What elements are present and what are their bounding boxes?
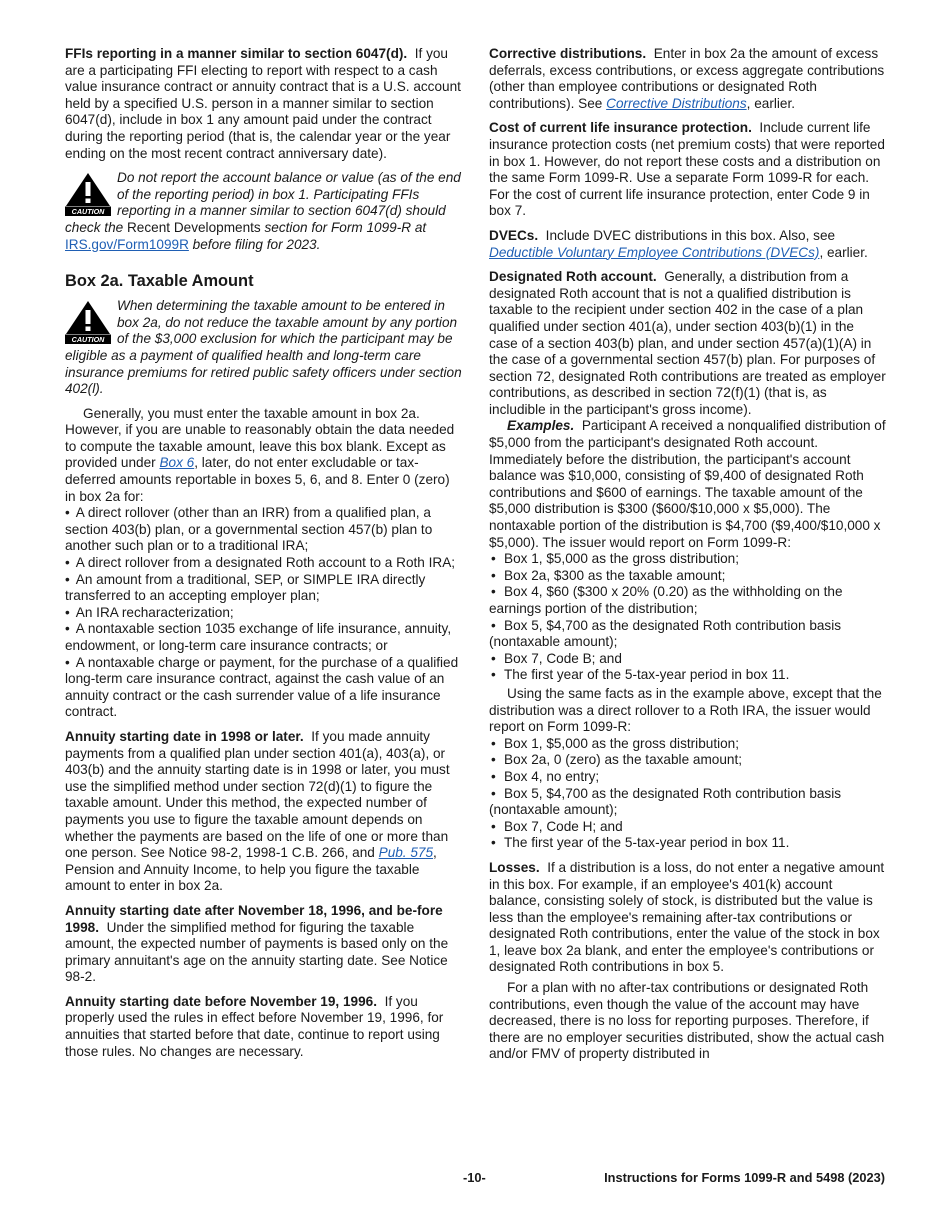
examples-paragraph — [489, 418, 886, 551]
general-text-a: Generally, you must enter the taxable amount in box 2a. However, if you are unable to reasonably obtain the data needed to compute the taxable amount, leave this box blank. Except as provided under — [65, 405, 455, 471]
caution-note-ffi — [65, 170, 462, 253]
dvec-text-b: , earlier. — [819, 244, 868, 260]
dvec-paragraph — [489, 228, 886, 261]
left-column — [65, 46, 462, 1068]
list-item: • A nontaxable charge or payment, for the purchase of a qualified long-term care insurance contract, against the cash value of an annuity contract or the cash surrender value of a life insurance contract. — [65, 655, 462, 721]
irs-form1099r-link[interactable]: IRS.gov/Form1099R — [65, 236, 189, 252]
asd-before-text: If you properly used the rules in effect before November 19, 1996, for annuities that started before that date, continue to report using those rules. No changes are necessary. — [65, 993, 444, 1059]
list-item: • A direct rollover (other than an IRR) from a qualified plan, a section 403(b) plan, or a governmental section 457(b) plan to another such plan or to a traditional IRA; — [65, 505, 462, 555]
cost-text: Include current life insurance protection costs (net premium costs) that were reported in box 1. However, do not report these costs and a distribution on the same Form 1099-R. Use a separate Form 1099-R for each. For the cost of current life insurance protection, enter Code 9 in box 7. — [489, 120, 885, 219]
corrective-text-b: , earlier. — [746, 95, 795, 111]
caution1-text-d: before filing for 2023. — [188, 236, 321, 252]
losses-text: If a distribution is a loss, do not enter a negative amount in this box. For example, if an employee's 401(k) account balance, consisting solely of stock, is distributed but the value is less than the employee's remaining after-tax contributions or designated Roth contributions, enter the value of the stock in box 1, leave box 2a blank, and enter the employee's contributions or designated Roth contributions in box 5. — [489, 859, 885, 975]
ffi-text: If you are a participating FFI electing to report with respect to a cash value insurance contract or annuity contract that is a U.S. account held by a specified U.S. person in a manner similar to section 6047(d), include in box 1 any amount paid under the contract during the reporting period (that is, the calendar year or the year ending on the most recent contract anniversary date). — [65, 46, 461, 161]
caution1-text-a: Do not report the account balance or value (as of the end of the reporting period) in box 1. Participating FFIs reporting in a manner similar to section 6047(d) should check the — [65, 170, 461, 235]
example1-list — [489, 551, 886, 684]
footer-doc-title: Instructions for Forms 1099-R and 5498 (2023) — [604, 1170, 885, 1185]
asd-before-paragraph — [65, 994, 462, 1060]
ffi-heading: FFIs reporting in a manner similar to section 6047(d). — [65, 46, 408, 61]
list-item: • An amount from a traditional, SEP, or SIMPLE IRA directly transferred to an accepting employer plan; — [65, 572, 462, 605]
asd-after-text: Under the simplified method for figuring the taxable amount, the expected number of payments is based only on the primary annuitant's age on the annuity starting date. See Notice 98-2. — [65, 919, 449, 985]
roth-heading: Designated Roth account. — [489, 269, 657, 285]
list-item: • The first year of the 5-tax-year period in box 11. — [489, 667, 886, 684]
example2-list — [489, 736, 886, 852]
list-item: • The first year of the 5-tax-year period in box 11. — [489, 835, 886, 852]
general-paragraph — [65, 406, 462, 506]
asd-after-heading: Annuity starting date after November 18, 1996, and be-fore 1998. — [65, 902, 443, 935]
asd-1998-paragraph — [65, 729, 462, 895]
list-item: • An IRA recharacterization; — [65, 605, 462, 622]
corrective-text-a: Enter in box 2a the amount of excess deferrals, excess contributions, or excess aggregate contributions (other than employee contributions or designated Roth contributions). See — [489, 46, 885, 111]
cost-paragraph — [489, 120, 886, 220]
corrective-heading: Corrective distributions. — [489, 46, 647, 61]
losses-paragraph — [489, 860, 886, 976]
dvec-text-a: Include DVEC distributions in this box. Also, see — [545, 227, 836, 243]
examples-label: Examples. — [507, 418, 575, 434]
list-item: • A direct rollover from a designated Roth account to a Roth IRA; — [65, 555, 462, 572]
asd-after-paragraph — [65, 903, 462, 986]
box6-link[interactable]: Box 6 — [159, 455, 195, 471]
examples-text: Participant A received a nonqualified distribution of $5,000 from the participant's designated Roth account. Immediately before the distribution, the participant's account balance was $10,000, consisting of $9,400 of designated Roth contributions and $600 of earnings. The taxable amount of the $5,000 distribution is $300 ($600/$10,000 x $5,000). The nontaxable portion of the distribution is $4,700 ($9,400/$10,000 x $5,000). The issuer would report on Form 1099-R: — [489, 418, 886, 550]
caution2-text: When determining the taxable amount to be entered in box 2a, do not reduce the taxable amount by any portion of the $3,000 exclusion for which the participant may be eligible as a payment of qualified health and long-term care insurance premiums for retired public safety officers under section 402(l). — [65, 298, 462, 397]
asd-1998-heading: Annuity starting date in 1998 or later. — [65, 728, 304, 744]
losses-heading: Losses. — [489, 859, 540, 875]
same-facts-paragraph: Using the same facts as in the example above, except that the distribution was a direct rollover to a Roth IRA, the issuer would report on Form 1099-R: — [489, 685, 882, 735]
list-item: • Box 2a, $300 as the taxable amount; — [489, 568, 886, 585]
caution-icon — [65, 300, 111, 344]
roth-text: Generally, a distribution from a designated Roth account that is not a qualified distribution is taxable to the recipient under section 402 in the case of a plan qualified under section 401(a), under section 403(b)(1) in the case of a section 403(b) plan, and under section 457(a)(1)(A) in the case of a governmental section 457(b) plan. For purposes of section 72, designated Roth contributions are treated as employer contributions, as described in section 72(f)(1) (that is, as includible in the participant's gross income). — [489, 269, 886, 417]
cost-heading: Cost of current life insurance protection. — [489, 120, 752, 136]
list-item: • Box 2a, 0 (zero) as the taxable amount; — [489, 752, 886, 769]
ffi-paragraph — [65, 46, 462, 162]
asd-before-heading: Annuity starting date before November 19, 1996. — [65, 993, 377, 1009]
caution1-recent-developments: Recent Developments — [126, 219, 261, 235]
page-number: -10- — [463, 1170, 486, 1185]
plan-paragraph: For a plan with no after-tax contributions or designated Roth contributions, even though the value of the account may have decreased, there is no loss for reporting purposes. Therefore, if there are no employer securities distributed, show the actual cash and/or FMV of property distributed in — [489, 980, 885, 1062]
list-item: • A nontaxable section 1035 exchange of life insurance, annuity, endowment, or long-term care insurance contracts; or — [65, 621, 462, 654]
list-item: • Box 1, $5,000 as the gross distribution; — [489, 736, 886, 753]
dvec-link[interactable]: Deductible Voluntary Employee Contributions (DVECs) — [489, 244, 820, 260]
list-item: • Box 5, $4,700 as the designated Roth contribution basis (nontaxable amount); — [489, 786, 886, 819]
caution-label: CAUTION — [71, 207, 105, 217]
box2a-section-title: Box 2a. Taxable Amount — [65, 272, 254, 291]
list-item: • Box 5, $4,700 as the designated Roth contribution basis (nontaxable amount); — [489, 618, 886, 651]
list-item: • Box 4, no entry; — [489, 769, 886, 786]
caution-label: CAUTION — [71, 335, 105, 345]
list-item: • Box 7, Code B; and — [489, 651, 886, 668]
list-item: • Box 1, $5,000 as the gross distribution; — [489, 551, 886, 568]
general-text-b: , later, do not enter excludable or tax-deferred amounts reportable in boxes 5, 6, and 8. Enter 0 (zero) in box 2a for: — [65, 455, 450, 504]
caution1-text-c: section for Form 1099-R at — [260, 219, 427, 235]
list-item: • Box 4, $60 ($300 x 20% (0.20) as the withholding on the earnings portion of the distribution; — [489, 584, 886, 617]
asd-1998-text-a: If you made annuity payments from a qualified plan under section 401(a), 403(a), or 403(b) and the annuity starting date is in 1998 or later, you must use the simplified method under section 72(d)(1) to figure the taxable amount. Under this method, the expected number of payments you use to figure the taxable amount depends on whether the payments are based on the life of one or more than one person. See Notice 98-2, 1998-1 C.B. 266, and — [65, 728, 450, 861]
corrective-paragraph — [489, 46, 886, 112]
asd-1998-text-b: , Pension and Annuity Income, to help you figure the taxable amount to enter in box 2a. — [65, 845, 437, 894]
list-item: • Box 7, Code H; and — [489, 819, 886, 836]
pub575-link[interactable]: Pub. 575 — [378, 845, 434, 861]
roth-paragraph — [489, 269, 886, 418]
zero-list — [65, 505, 462, 721]
corrective-distributions-link[interactable]: Corrective Distributions — [606, 95, 747, 111]
caution-icon — [65, 172, 111, 216]
dvec-heading: DVECs. — [489, 227, 539, 243]
right-column — [489, 46, 886, 1071]
caution-note-box2a — [65, 298, 462, 398]
